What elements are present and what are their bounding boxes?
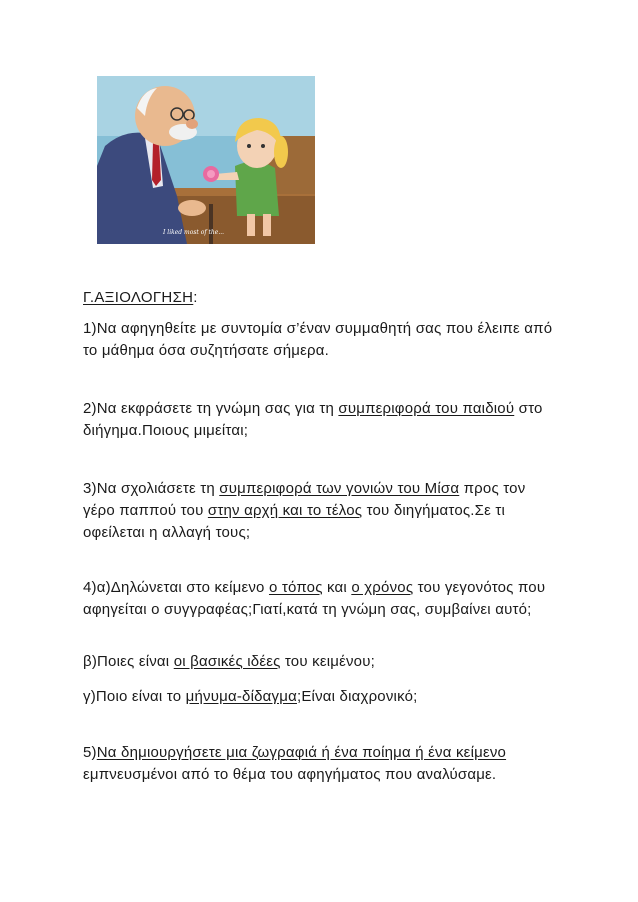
question-3 [83,478,553,544]
grandfather-and-girl-illustration [97,76,315,244]
section-heading-text: Γ.ΑΞΙΟΛΟΓΗΣΗ [83,289,194,306]
question-1-text: 1)Να αφηγηθείτε με συντομία σ’έναν συμμαθητή σας που έλειπε από το μάθημα όσα συζητήσατε σήμερα. [83,320,553,359]
question-4a-post: του γεγονότος που αφηγείται ο συγγραφέας;Γιατί,κατά τη γνώμη σας, συμβαίνει αυτό; [83,579,546,618]
question-4a-mid: και [322,579,352,596]
question-4a-underlined-2: ο χρόνος [351,579,414,596]
question-5-pre: 5) [83,744,97,761]
question-5-underlined: Να δημιουργήσετε μια ζωγραφιά ή ένα ποίημα ή ένα κείμενο [96,744,507,761]
question-4c-underlined: μήνυμα-δίδαγμα [185,688,297,705]
question-3-post: του διηγήματος.Σε τι οφείλεται η αλλαγή τους; [83,502,506,541]
question-2-underlined: συμπεριφορά του παιδιού [338,400,515,417]
question-4b-underlined: οι βασικές ιδέες [173,653,281,670]
question-5 [83,742,553,786]
illustration-svg [97,76,315,244]
section-heading [83,289,198,306]
question-3-underlined-1: συμπεριφορά των γονιών του Μίσα [219,480,460,497]
question-3-underlined-2: στην αρχή και το τέλος [207,502,363,519]
section-heading-suffix: : [193,289,198,306]
question-3-pre: 3)Να σχολιάσετε τη [83,480,220,497]
question-4a [83,577,553,621]
question-2 [83,398,553,442]
question-3-mid: προς τον γέρο παππού του [83,480,526,519]
question-5-post: εμπνευσμένοι από το θέμα του αφηγήματος που αναλύσαμε. [83,766,497,783]
question-2-post: στο διήγημα.Ποιους μιμείται; [83,400,543,439]
question-4c-post: ;Είναι διαχρονικό; [296,688,418,705]
question-2-pre: 2)Να εκφράσετε τη γνώμη σας για τη [83,400,339,417]
question-4a-underlined-1: ο τόπος [268,579,323,596]
question-4a-pre: 4)α)Δηλώνεται στο κείμενο [83,579,269,596]
illustration-caption: I liked most of the... [163,229,225,236]
question-4c [83,686,553,708]
question-1 [83,318,553,362]
question-4c-pre: γ)Ποιο είναι το [83,688,186,705]
question-4b [83,651,553,673]
question-4b-post: του κειμένου; [280,653,375,670]
question-4b-pre: β)Ποιες είναι [83,653,174,670]
